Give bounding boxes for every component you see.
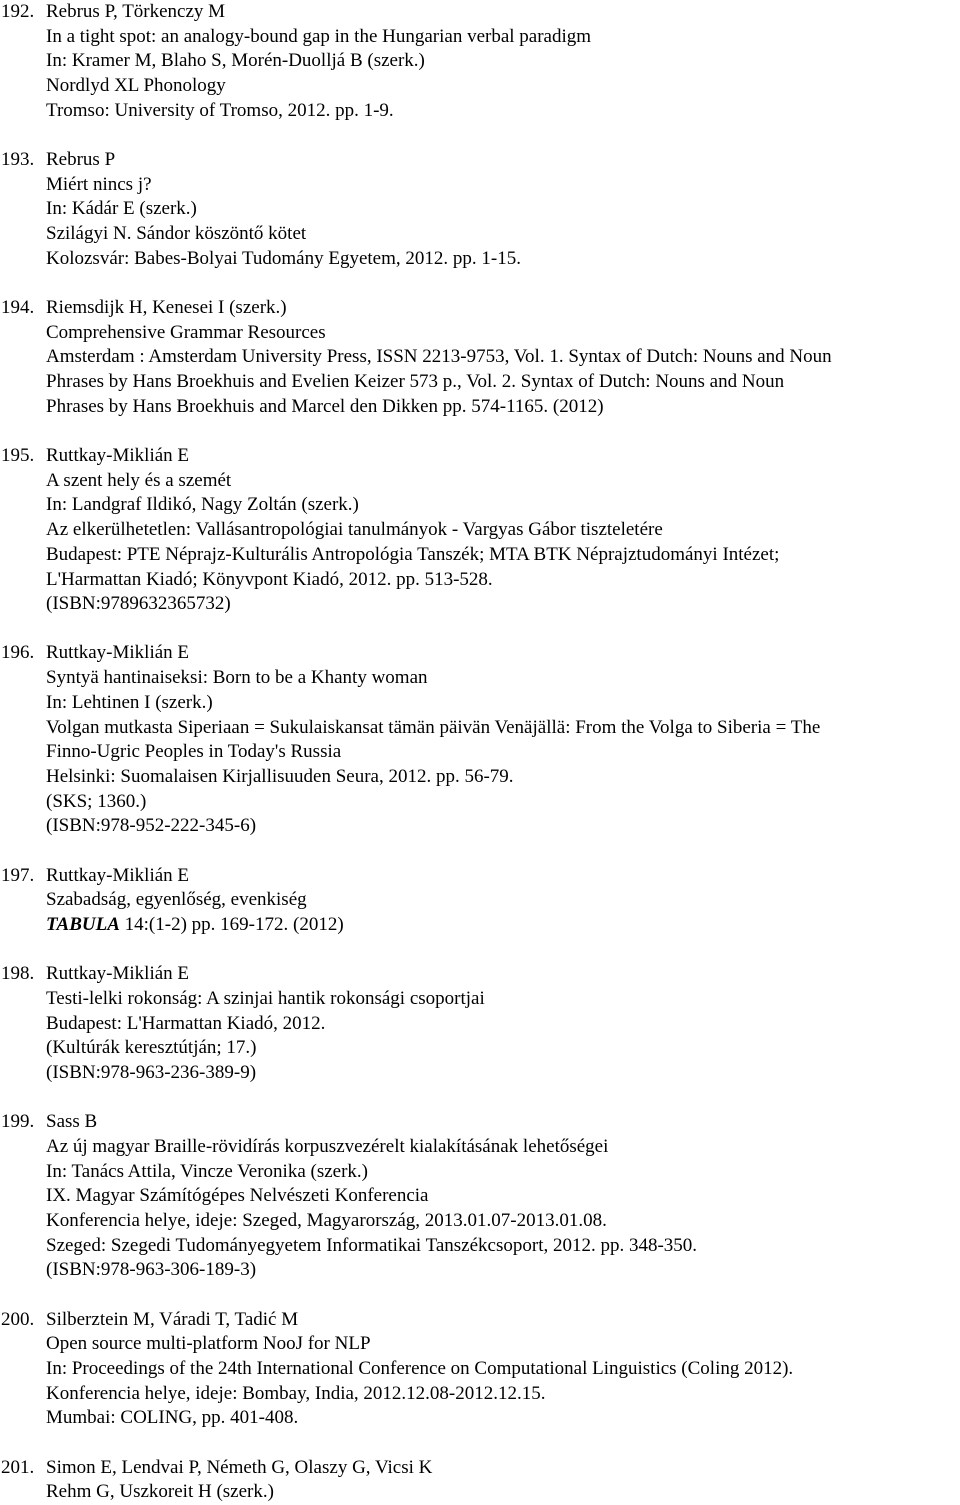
entry-authors: Ruttkay-Miklián E — [46, 963, 190, 985]
entry-title: A szent hely és a szemét — [46, 469, 232, 491]
entry-title: Az új magyar Braille-rövidírás korpuszvezérelt kialakításának lehetőségei — [46, 1135, 609, 1157]
entry-editors: In: Tanács Attila, Vincze Veronika (szerk.) — [46, 1160, 369, 1182]
entry-authors: Riemsdijk H, Kenesei I (szerk.) — [46, 297, 287, 319]
entry-editors: In: Landgraf Ildikó, Nagy Zoltán (szerk.) — [46, 494, 359, 516]
entry-title: Comprehensive Grammar Resources — [46, 321, 326, 343]
entry-number: 194. — [1, 297, 35, 319]
entry-book-title: IX. Magyar Számítógépes Nelvészeti Konferencia — [46, 1185, 429, 1207]
entry-title: Testi-lelki rokonság: A szinjai hantik rokonsági csoportjai — [46, 987, 485, 1009]
entry-publisher-continued: Phrases by Hans Broekhuis and Marcel den Dikken pp. 574-1165. (2012) — [46, 395, 604, 417]
entry-publisher-continued: Phrases by Hans Broekhuis and Evelien Keizer 573 p., Vol. 2. Syntax of Dutch: Nouns and Noun — [46, 371, 785, 393]
entry-editors: In: Kramer M, Blaho S, Morén-Duolljá B (szerk.) — [46, 50, 425, 72]
entry-number: 198. — [1, 963, 35, 985]
entry-book-title: Szilágyi N. Sándor köszöntő kötet — [46, 223, 307, 245]
entry-title: Szabadság, egyenlőség, evenkiség — [46, 889, 307, 911]
entry-publisher: Amsterdam : Amsterdam University Press, ISSN 2213-9753, Vol. 1. Syntax of Dutch: Nouns and Noun — [46, 346, 832, 368]
entry-book-title: Az elkerülhetetlen: Vallásantropológiai tanulmányok - Vargyas Gábor tiszteletére — [46, 519, 663, 541]
entry-authors: Ruttkay-Miklián E — [46, 642, 190, 664]
entry-editors: In: Lehtinen I (szerk.) — [46, 691, 213, 713]
entry-book-title: In: Proceedings of the 24th International Conference on Computational Linguistics (Coling 2012). — [46, 1358, 794, 1380]
entry-isbn: (ISBN:978-952-222-345-6) — [46, 815, 257, 837]
bibliography-entry-200 — [0, 1308, 960, 1432]
entry-publisher: Kolozsvár: Babes-Bolyai Tudomány Egyetem, 2012. pp. 1-15. — [46, 247, 521, 269]
bibliography-entry-192 — [0, 0, 960, 124]
entry-isbn: (ISBN:978-963-306-189-3) — [46, 1259, 257, 1281]
entry-conference-venue: Konferencia helye, ideje: Bombay, India, 2012.12.08-2012.12.15. — [46, 1382, 546, 1404]
entry-publisher: Szeged: Szegedi Tudományegyetem Informatikai Tanszékcsoport, 2012. pp. 348-350. — [46, 1234, 698, 1256]
entry-number: 196. — [1, 642, 35, 664]
entry-publisher: Budapest: PTE Néprajz-Kulturális Antropológia Tanszék; MTA BTK Néprajztudományi Intézet; — [46, 543, 780, 565]
entry-isbn: (ISBN:9789632365732) — [46, 593, 231, 615]
entry-journal-details: 14:(1-2) pp. 169-172. (2012) — [119, 914, 344, 935]
entry-book-title: Nordlyd XL Phonology — [46, 75, 226, 97]
entry-series: (SKS; 1360.) — [46, 790, 147, 812]
entry-editors: Rehm G, Uszkoreit H (szerk.) — [46, 1481, 274, 1503]
bibliography-entry-199 — [0, 1110, 960, 1283]
entry-number: 201. — [1, 1456, 35, 1478]
bibliography-entry-197 — [0, 864, 960, 938]
entry-publisher: Mumbai: COLING, pp. 401-408. — [46, 1407, 299, 1429]
entry-authors: Rebrus P, Törkenczy M — [46, 1, 226, 22]
bibliography-entry-193 — [0, 148, 960, 272]
entry-number: 199. — [1, 1111, 35, 1133]
bibliography-entry-196 — [0, 641, 960, 839]
entry-authors: Silberztein M, Váradi T, Tadić M — [46, 1308, 299, 1330]
entry-number: 193. — [1, 149, 35, 171]
entry-title: Open source multi-platform NooJ for NLP — [46, 1333, 371, 1355]
entry-series: (Kultúrák keresztútján; 17.) — [46, 1037, 257, 1059]
entry-number: 192. — [1, 1, 35, 22]
entry-journal-name: TABULA — [46, 914, 120, 935]
entry-title: Miért nincs j? — [46, 173, 152, 195]
entry-publisher: Tromso: University of Tromso, 2012. pp. 1-9. — [46, 99, 394, 121]
entry-number: 197. — [1, 864, 35, 886]
entry-conference-venue: Konferencia helye, ideje: Szeged, Magyarország, 2013.01.07-2013.01.08. — [46, 1210, 607, 1232]
entry-book-title: Volgan mutkasta Siperiaan = Sukulaiskansat tämän päivän Venäjällä: From the Volga to Siberia = The — [46, 716, 821, 738]
entry-journal-line — [0, 913, 960, 938]
entry-book-title-continued: Finno-Ugric Peoples in Today's Russia — [46, 741, 342, 763]
entry-number: 195. — [1, 445, 35, 467]
bibliography-entry-201 — [0, 1456, 960, 1505]
entry-publisher: Helsinki: Suomalaisen Kirjallisuuden Seura, 2012. pp. 56-79. — [46, 765, 514, 787]
entry-title: Syntyä hantinaiseksi: Born to be a Khanty woman — [46, 667, 428, 689]
bibliography-entry-198 — [0, 962, 960, 1086]
entry-authors: Ruttkay-Miklián E — [46, 445, 190, 467]
entry-publisher: Budapest: L'Harmattan Kiadó, 2012. — [46, 1012, 326, 1034]
entry-isbn: (ISBN:978-963-236-389-9) — [46, 1062, 257, 1084]
bibliography-entry-194 — [0, 296, 960, 420]
entry-title: In a tight spot: an analogy-bound gap in the Hungarian verbal paradigm — [46, 25, 592, 47]
entry-number: 200. — [1, 1308, 35, 1330]
entry-editors: In: Kádár E (szerk.) — [46, 198, 197, 220]
entry-publisher-continued: L'Harmattan Kiadó; Könyvpont Kiadó, 2012. pp. 513-528. — [46, 568, 493, 590]
bibliography-entry-195 — [0, 444, 960, 617]
entry-authors: Simon E, Lendvai P, Németh G, Olaszy G, Vicsi K — [46, 1456, 433, 1478]
entry-authors: Rebrus P — [46, 149, 116, 171]
entry-authors: Sass B — [46, 1111, 98, 1133]
entry-authors: Ruttkay-Miklián E — [46, 864, 190, 886]
